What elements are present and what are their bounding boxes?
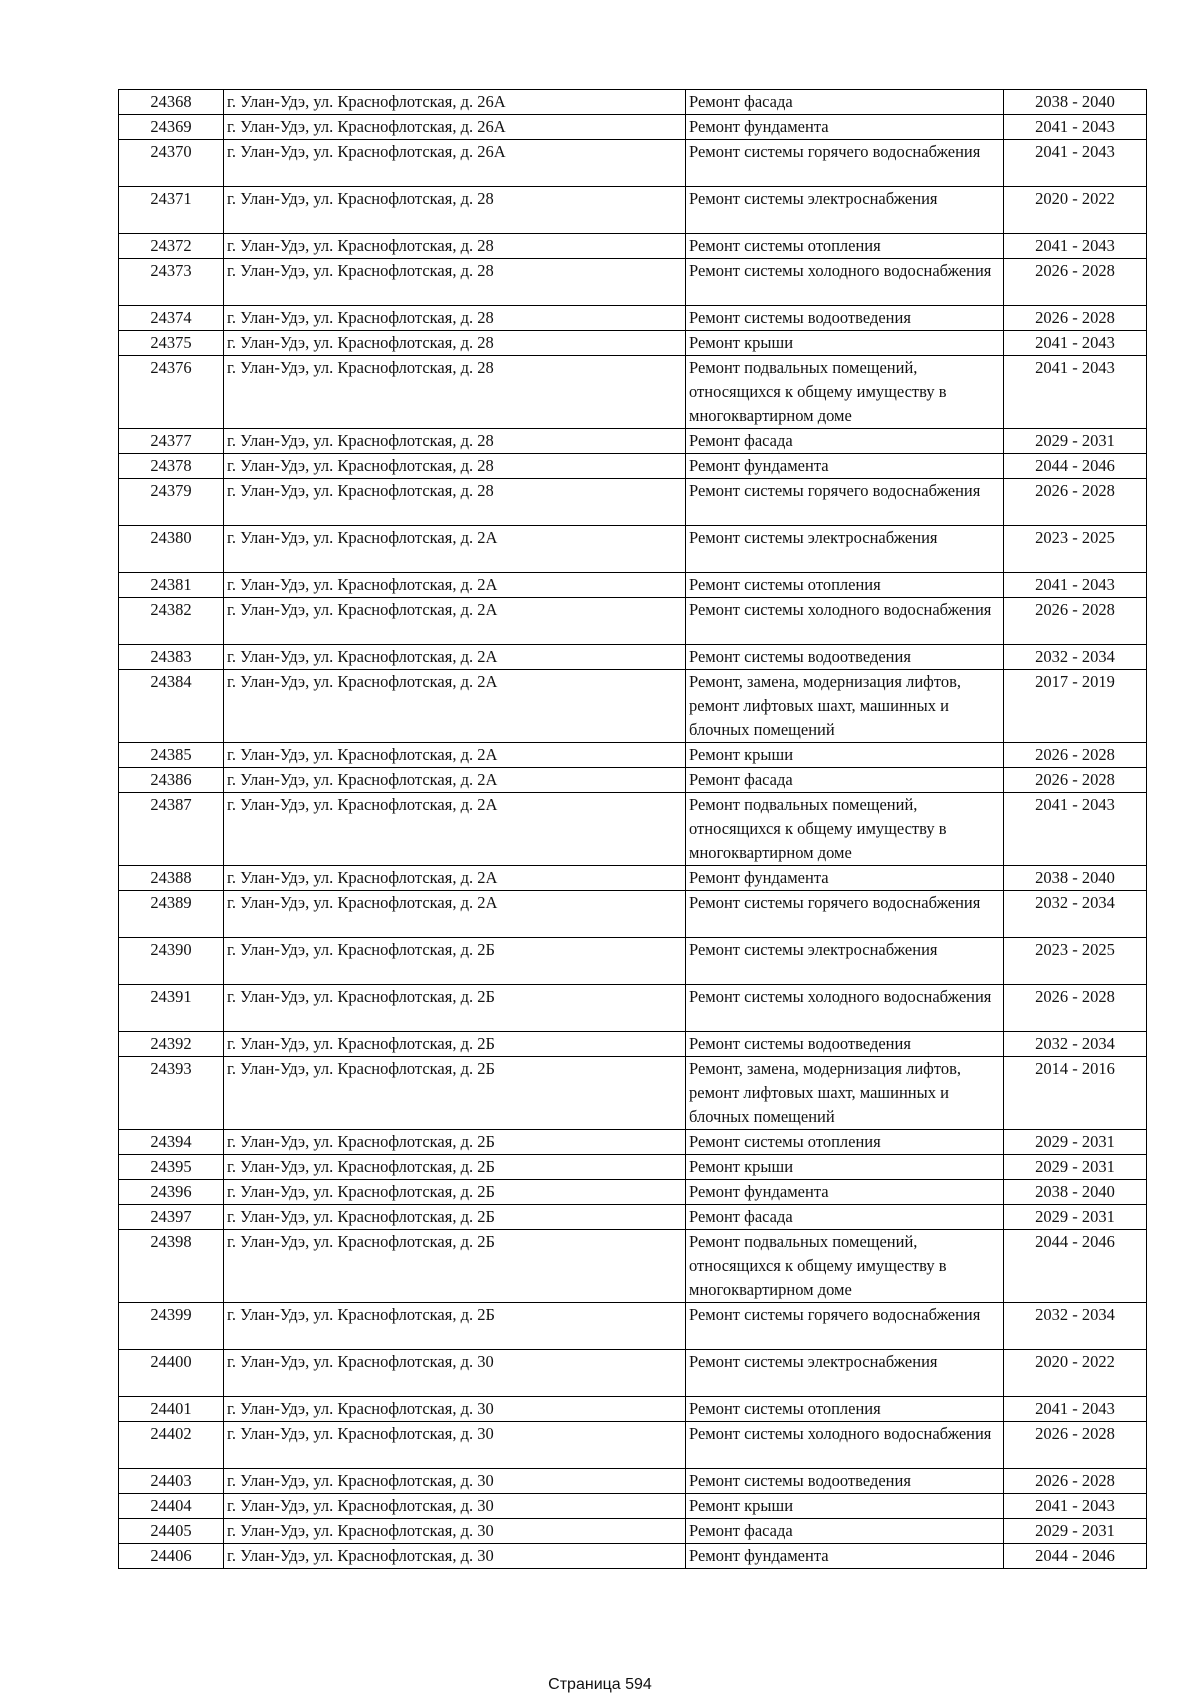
row-address: г. Улан-Удэ, ул. Краснофлотская, д. 28 (224, 234, 686, 259)
table-row (119, 356, 1147, 429)
table-row (119, 1469, 1147, 1494)
row-address: г. Улан-Удэ, ул. Краснофлотская, д. 2А (224, 891, 686, 938)
row-number: 24376 (119, 356, 224, 429)
row-work-type: Ремонт фасада (686, 768, 1004, 793)
row-period: 2029 - 2031 (1004, 1519, 1147, 1544)
row-work-type: Ремонт фундамента (686, 1180, 1004, 1205)
row-period: 2026 - 2028 (1004, 1422, 1147, 1469)
row-period: 2041 - 2043 (1004, 1397, 1147, 1422)
row-number: 24394 (119, 1130, 224, 1155)
row-work-type: Ремонт, замена, модернизация лифтов, ремонт лифтовых шахт, машинных и блочных помещений (686, 1057, 1004, 1130)
row-period: 2041 - 2043 (1004, 115, 1147, 140)
table-row (119, 1422, 1147, 1469)
row-number: 24405 (119, 1519, 224, 1544)
row-number: 24397 (119, 1205, 224, 1230)
row-work-type: Ремонт фундамента (686, 115, 1004, 140)
row-address: г. Улан-Удэ, ул. Краснофлотская, д. 2А (224, 670, 686, 743)
row-period: 2020 - 2022 (1004, 1350, 1147, 1397)
row-period: 2032 - 2034 (1004, 1303, 1147, 1350)
row-work-type: Ремонт, замена, модернизация лифтов, ремонт лифтовых шахт, машинных и блочных помещений (686, 670, 1004, 743)
row-number: 24375 (119, 331, 224, 356)
table-row (119, 90, 1147, 115)
row-address: г. Улан-Удэ, ул. Краснофлотская, д. 30 (224, 1397, 686, 1422)
table-row (119, 115, 1147, 140)
table-row (119, 866, 1147, 891)
row-number: 24381 (119, 573, 224, 598)
row-period: 2026 - 2028 (1004, 743, 1147, 768)
row-number: 24396 (119, 1180, 224, 1205)
row-period: 2032 - 2034 (1004, 1032, 1147, 1057)
table-row (119, 1519, 1147, 1544)
row-work-type: Ремонт подвальных помещений, относящихся к общему имуществу в многоквартирном доме (686, 1230, 1004, 1303)
row-address: г. Улан-Удэ, ул. Краснофлотская, д. 2А (224, 645, 686, 670)
row-period: 2029 - 2031 (1004, 1205, 1147, 1230)
row-number: 24402 (119, 1422, 224, 1469)
row-number: 24401 (119, 1397, 224, 1422)
row-number: 24371 (119, 187, 224, 234)
table-row (119, 938, 1147, 985)
row-number: 24379 (119, 479, 224, 526)
row-number: 24372 (119, 234, 224, 259)
row-period: 2038 - 2040 (1004, 90, 1147, 115)
row-address: г. Улан-Удэ, ул. Краснофлотская, д. 28 (224, 356, 686, 429)
row-number: 24385 (119, 743, 224, 768)
table-row (119, 1494, 1147, 1519)
row-work-type: Ремонт системы холодного водоснабжения (686, 985, 1004, 1032)
row-period: 2044 - 2046 (1004, 1544, 1147, 1569)
table-row (119, 768, 1147, 793)
row-work-type: Ремонт крыши (686, 331, 1004, 356)
row-work-type: Ремонт системы отопления (686, 1130, 1004, 1155)
table-row (119, 306, 1147, 331)
table-row (119, 454, 1147, 479)
row-address: г. Улан-Удэ, ул. Краснофлотская, д. 2А (224, 793, 686, 866)
table-row (119, 1397, 1147, 1422)
row-address: г. Улан-Удэ, ул. Краснофлотская, д. 2Б (224, 1303, 686, 1350)
table-row (119, 670, 1147, 743)
row-address: г. Улан-Удэ, ул. Краснофлотская, д. 28 (224, 187, 686, 234)
table-row (119, 891, 1147, 938)
table-row (119, 187, 1147, 234)
row-work-type: Ремонт системы водоотведения (686, 1469, 1004, 1494)
row-number: 24384 (119, 670, 224, 743)
row-number: 24390 (119, 938, 224, 985)
row-work-type: Ремонт системы водоотведения (686, 645, 1004, 670)
row-work-type: Ремонт крыши (686, 743, 1004, 768)
row-number: 24377 (119, 429, 224, 454)
row-address: г. Улан-Удэ, ул. Краснофлотская, д. 2Б (224, 1155, 686, 1180)
row-address: г. Улан-Удэ, ул. Краснофлотская, д. 2А (224, 866, 686, 891)
row-address: г. Улан-Удэ, ул. Краснофлотская, д. 2А (224, 573, 686, 598)
row-period: 2026 - 2028 (1004, 306, 1147, 331)
row-work-type: Ремонт системы электроснабжения (686, 187, 1004, 234)
table-row (119, 331, 1147, 356)
row-work-type: Ремонт системы отопления (686, 573, 1004, 598)
table-body (119, 90, 1147, 1569)
row-period: 2026 - 2028 (1004, 768, 1147, 793)
table-row (119, 1544, 1147, 1569)
row-period: 2041 - 2043 (1004, 1494, 1147, 1519)
row-address: г. Улан-Удэ, ул. Краснофлотская, д. 28 (224, 454, 686, 479)
row-work-type: Ремонт системы электроснабжения (686, 526, 1004, 573)
table-row (119, 259, 1147, 306)
row-address: г. Улан-Удэ, ул. Краснофлотская, д. 26А (224, 115, 686, 140)
row-number: 24395 (119, 1155, 224, 1180)
row-address: г. Улан-Удэ, ул. Краснофлотская, д. 2Б (224, 1032, 686, 1057)
row-number: 24400 (119, 1350, 224, 1397)
row-work-type: Ремонт системы электроснабжения (686, 1350, 1004, 1397)
table-row (119, 573, 1147, 598)
row-number: 24403 (119, 1469, 224, 1494)
row-work-type: Ремонт подвальных помещений, относящихся к общему имуществу в многоквартирном доме (686, 793, 1004, 866)
row-work-type: Ремонт фундамента (686, 454, 1004, 479)
table-row (119, 1205, 1147, 1230)
row-address: г. Улан-Удэ, ул. Краснофлотская, д. 2А (224, 598, 686, 645)
row-work-type: Ремонт системы горячего водоснабжения (686, 479, 1004, 526)
row-work-type: Ремонт системы водоотведения (686, 1032, 1004, 1057)
row-address: г. Улан-Удэ, ул. Краснофлотская, д. 28 (224, 331, 686, 356)
row-work-type: Ремонт системы водоотведения (686, 306, 1004, 331)
table-row (119, 793, 1147, 866)
row-address: г. Улан-Удэ, ул. Краснофлотская, д. 30 (224, 1350, 686, 1397)
row-work-type: Ремонт фасада (686, 1205, 1004, 1230)
row-number: 24374 (119, 306, 224, 331)
table-row (119, 526, 1147, 573)
row-number: 24399 (119, 1303, 224, 1350)
row-address: г. Улан-Удэ, ул. Краснофлотская, д. 30 (224, 1519, 686, 1544)
row-period: 2026 - 2028 (1004, 598, 1147, 645)
row-number: 24398 (119, 1230, 224, 1303)
table-row (119, 645, 1147, 670)
row-work-type: Ремонт системы горячего водоснабжения (686, 140, 1004, 187)
row-number: 24373 (119, 259, 224, 306)
row-period: 2041 - 2043 (1004, 331, 1147, 356)
table-row (119, 743, 1147, 768)
row-period: 2023 - 2025 (1004, 526, 1147, 573)
row-number: 24382 (119, 598, 224, 645)
repair-schedule-table (118, 89, 1147, 1569)
table-row (119, 234, 1147, 259)
row-address: г. Улан-Удэ, ул. Краснофлотская, д. 30 (224, 1544, 686, 1569)
row-number: 24380 (119, 526, 224, 573)
row-work-type: Ремонт фасада (686, 90, 1004, 115)
table-row (119, 1180, 1147, 1205)
table-row (119, 1155, 1147, 1180)
row-period: 2041 - 2043 (1004, 573, 1147, 598)
row-address: г. Улан-Удэ, ул. Краснофлотская, д. 28 (224, 306, 686, 331)
row-number: 24388 (119, 866, 224, 891)
table-row (119, 598, 1147, 645)
row-work-type: Ремонт системы холодного водоснабжения (686, 1422, 1004, 1469)
row-address: г. Улан-Удэ, ул. Краснофлотская, д. 30 (224, 1469, 686, 1494)
page-number: Страница 594 (548, 1676, 652, 1693)
row-period: 2026 - 2028 (1004, 985, 1147, 1032)
table-row (119, 1303, 1147, 1350)
row-number: 24387 (119, 793, 224, 866)
row-work-type: Ремонт фундамента (686, 1544, 1004, 1569)
row-work-type: Ремонт подвальных помещений, относящихся к общему имуществу в многоквартирном доме (686, 356, 1004, 429)
row-number: 24370 (119, 140, 224, 187)
row-address: г. Улан-Удэ, ул. Краснофлотская, д. 2А (224, 768, 686, 793)
row-period: 2029 - 2031 (1004, 1130, 1147, 1155)
row-work-type: Ремонт фундамента (686, 866, 1004, 891)
row-period: 2026 - 2028 (1004, 1469, 1147, 1494)
row-period: 2038 - 2040 (1004, 1180, 1147, 1205)
row-number: 24369 (119, 115, 224, 140)
row-address: г. Улан-Удэ, ул. Краснофлотская, д. 2Б (224, 1130, 686, 1155)
row-work-type: Ремонт крыши (686, 1155, 1004, 1180)
row-period: 2041 - 2043 (1004, 234, 1147, 259)
row-period: 2017 - 2019 (1004, 670, 1147, 743)
row-work-type: Ремонт системы отопления (686, 234, 1004, 259)
row-address: г. Улан-Удэ, ул. Краснофлотская, д. 30 (224, 1422, 686, 1469)
row-number: 24383 (119, 645, 224, 670)
row-period: 2029 - 2031 (1004, 1155, 1147, 1180)
row-work-type: Ремонт системы холодного водоснабжения (686, 598, 1004, 645)
row-period: 2020 - 2022 (1004, 187, 1147, 234)
row-number: 24368 (119, 90, 224, 115)
row-work-type: Ремонт системы горячего водоснабжения (686, 891, 1004, 938)
row-number: 24391 (119, 985, 224, 1032)
table-row (119, 985, 1147, 1032)
row-period: 2041 - 2043 (1004, 793, 1147, 866)
row-period: 2044 - 2046 (1004, 454, 1147, 479)
row-work-type: Ремонт системы отопления (686, 1397, 1004, 1422)
row-period: 2041 - 2043 (1004, 356, 1147, 429)
row-period: 2023 - 2025 (1004, 938, 1147, 985)
table-row (119, 1057, 1147, 1130)
row-work-type: Ремонт системы горячего водоснабжения (686, 1303, 1004, 1350)
row-address: г. Улан-Удэ, ул. Краснофлотская, д. 30 (224, 1494, 686, 1519)
row-number: 24406 (119, 1544, 224, 1569)
row-address: г. Улан-Удэ, ул. Краснофлотская, д. 28 (224, 259, 686, 306)
table-row (119, 1130, 1147, 1155)
row-address: г. Улан-Удэ, ул. Краснофлотская, д. 2Б (224, 985, 686, 1032)
row-period: 2041 - 2043 (1004, 140, 1147, 187)
row-number: 24389 (119, 891, 224, 938)
row-number: 24386 (119, 768, 224, 793)
table-row (119, 1350, 1147, 1397)
row-work-type: Ремонт фасада (686, 1519, 1004, 1544)
row-period: 2029 - 2031 (1004, 429, 1147, 454)
row-work-type: Ремонт крыши (686, 1494, 1004, 1519)
row-address: г. Улан-Удэ, ул. Краснофлотская, д. 2А (224, 743, 686, 768)
row-address: г. Улан-Удэ, ул. Краснофлотская, д. 28 (224, 429, 686, 454)
row-number: 24404 (119, 1494, 224, 1519)
row-address: г. Улан-Удэ, ул. Краснофлотская, д. 26А (224, 90, 686, 115)
row-work-type: Ремонт системы электроснабжения (686, 938, 1004, 985)
table-row (119, 429, 1147, 454)
row-period: 2026 - 2028 (1004, 259, 1147, 306)
row-address: г. Улан-Удэ, ул. Краснофлотская, д. 2Б (224, 1180, 686, 1205)
row-address: г. Улан-Удэ, ул. Краснофлотская, д. 2Б (224, 938, 686, 985)
row-address: г. Улан-Удэ, ул. Краснофлотская, д. 26А (224, 140, 686, 187)
row-address: г. Улан-Удэ, ул. Краснофлотская, д. 2А (224, 526, 686, 573)
row-period: 2032 - 2034 (1004, 645, 1147, 670)
row-address: г. Улан-Удэ, ул. Краснофлотская, д. 2Б (224, 1230, 686, 1303)
row-period: 2038 - 2040 (1004, 866, 1147, 891)
row-period: 2014 - 2016 (1004, 1057, 1147, 1130)
row-period: 2044 - 2046 (1004, 1230, 1147, 1303)
row-address: г. Улан-Удэ, ул. Краснофлотская, д. 2Б (224, 1057, 686, 1130)
row-address: г. Улан-Удэ, ул. Краснофлотская, д. 28 (224, 479, 686, 526)
row-address: г. Улан-Удэ, ул. Краснофлотская, д. 2Б (224, 1205, 686, 1230)
row-number: 24393 (119, 1057, 224, 1130)
row-period: 2032 - 2034 (1004, 891, 1147, 938)
row-number: 24378 (119, 454, 224, 479)
row-number: 24392 (119, 1032, 224, 1057)
table-row (119, 1032, 1147, 1057)
table-row (119, 479, 1147, 526)
row-period: 2026 - 2028 (1004, 479, 1147, 526)
row-work-type: Ремонт системы холодного водоснабжения (686, 259, 1004, 306)
row-work-type: Ремонт фасада (686, 429, 1004, 454)
table-row (119, 1230, 1147, 1303)
table-row (119, 140, 1147, 187)
